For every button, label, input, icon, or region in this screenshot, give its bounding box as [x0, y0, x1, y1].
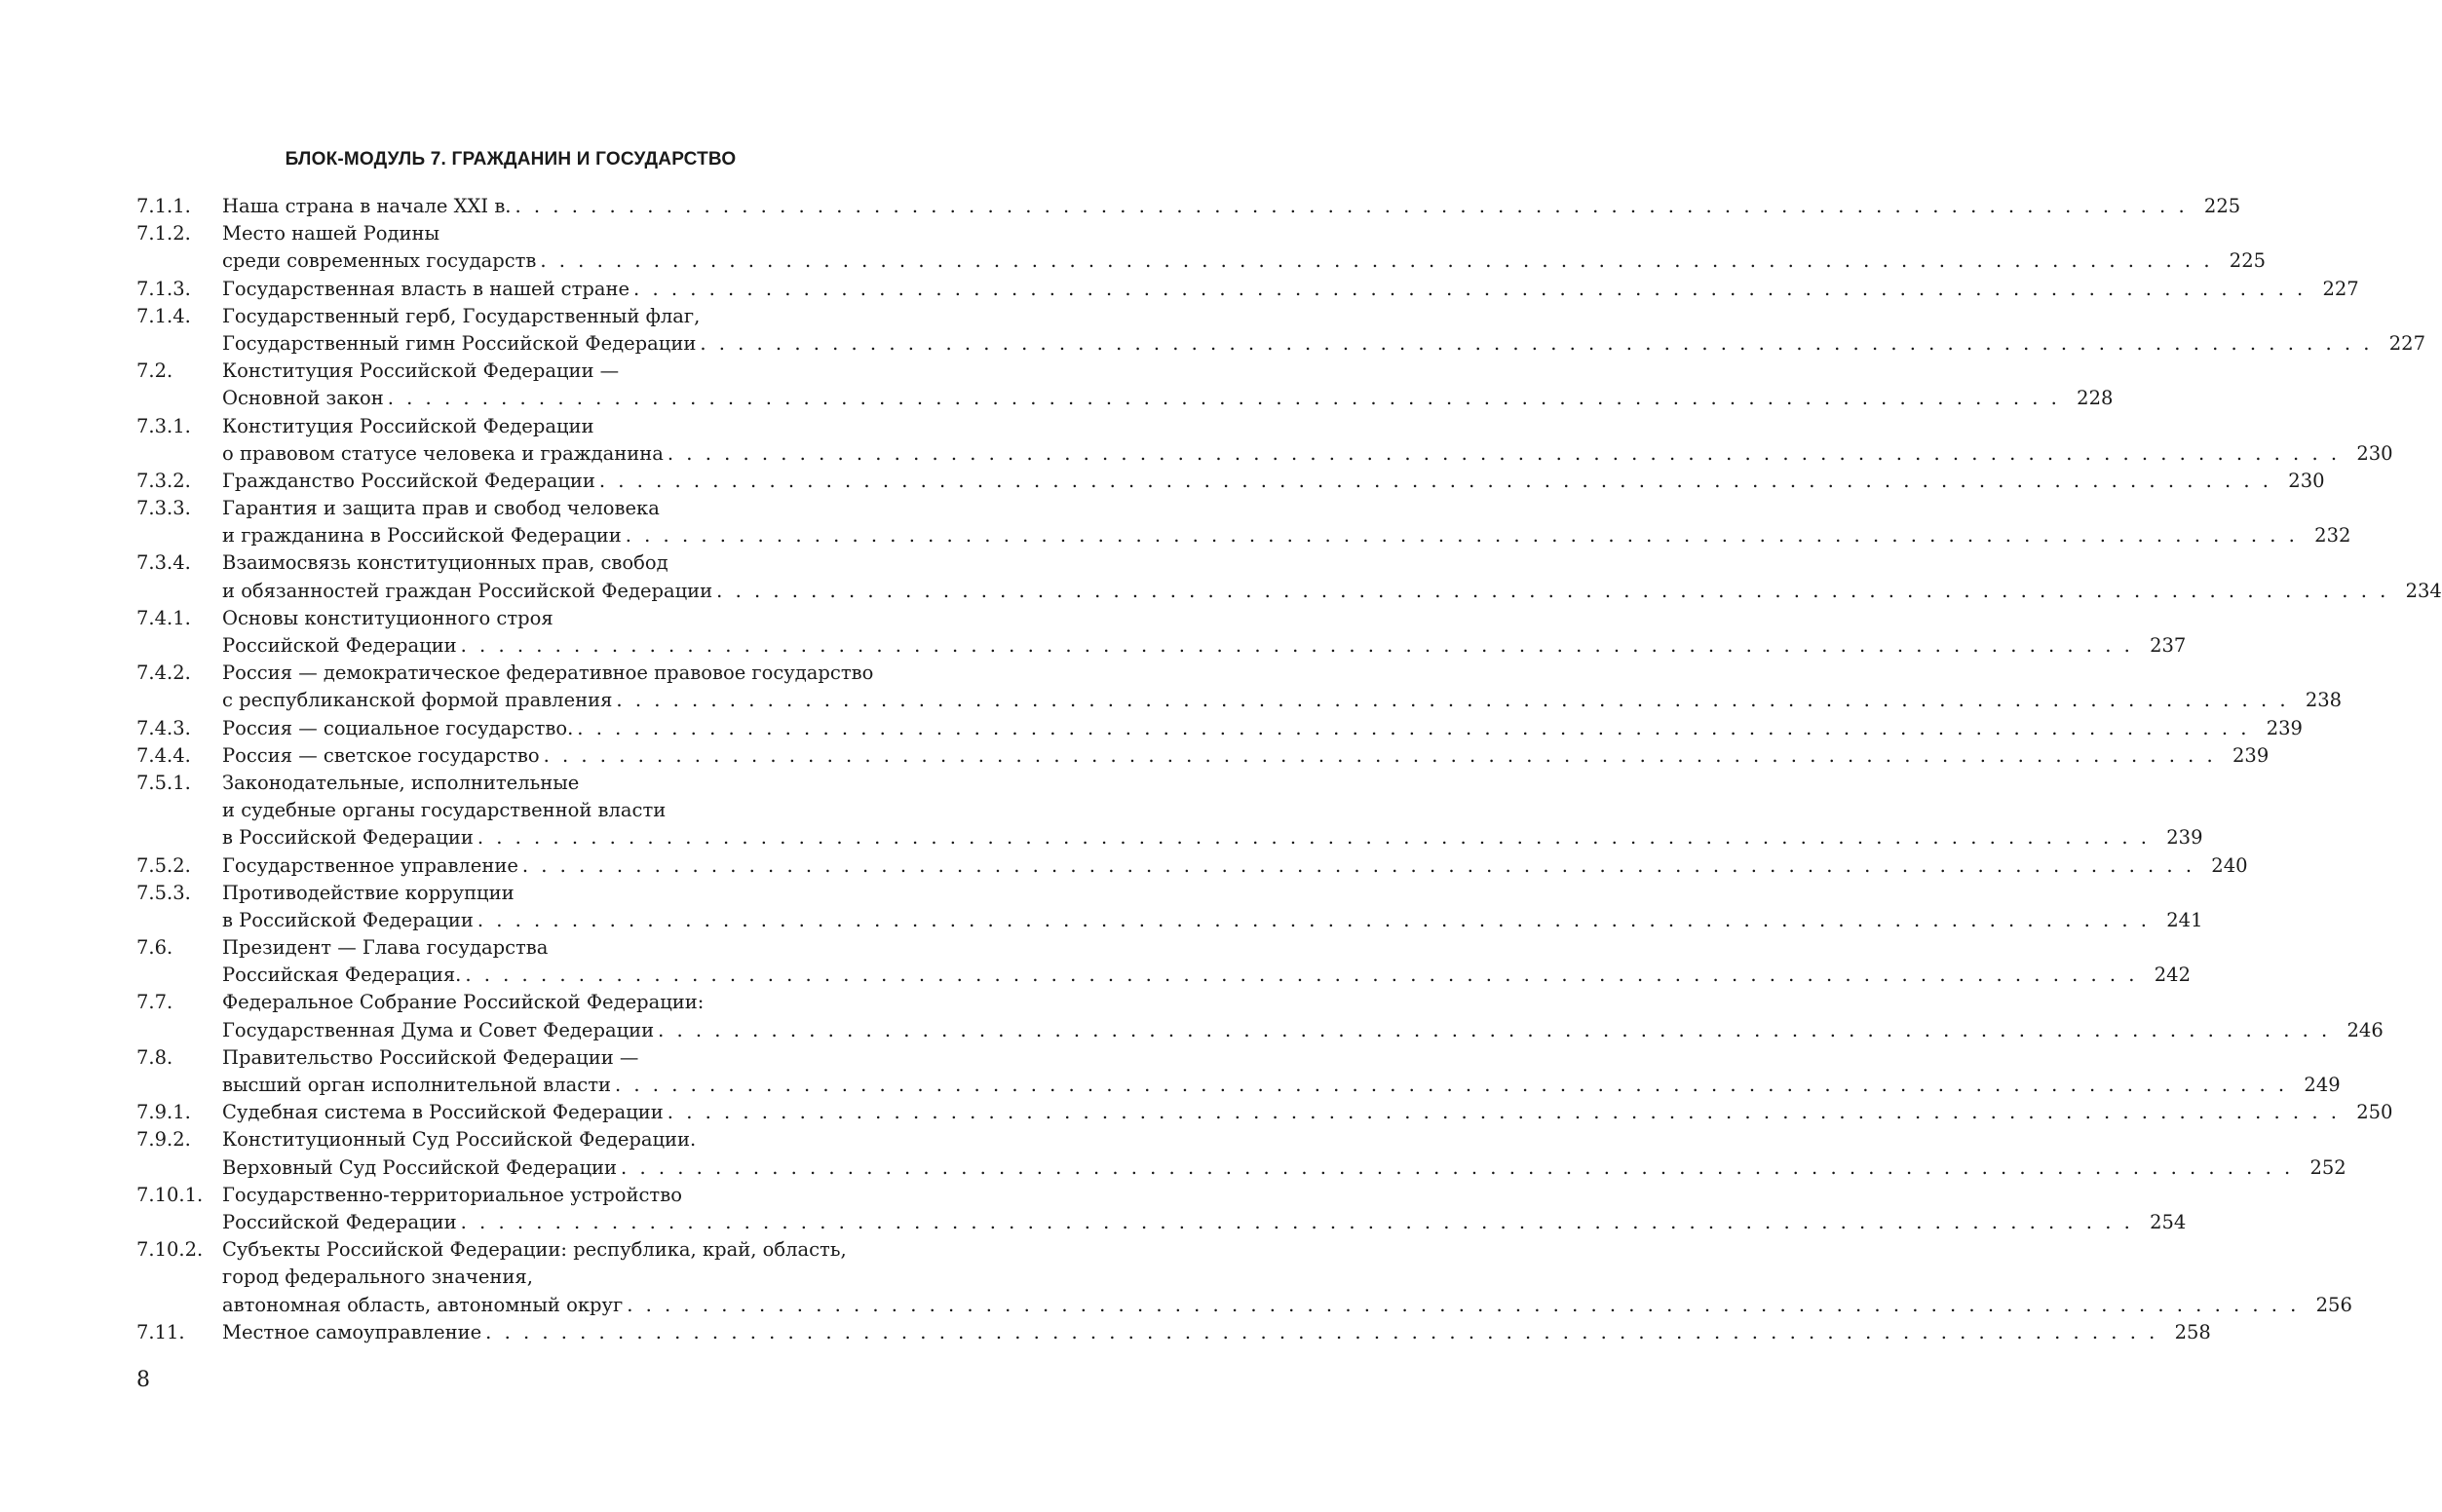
toc-entry-title: Российской Федерации — [222, 1210, 457, 1233]
toc-entry-line — [136, 1182, 887, 1209]
toc-entry-line — [136, 632, 2187, 660]
toc-entry-number: 7.4.2. — [136, 662, 191, 685]
toc-entry-page: 240 — [2211, 853, 2248, 877]
section-heading: БЛОК-МОДУЛЬ 7. ГРАЖДАНИН И ГОСУДАРСТВО — [285, 149, 737, 170]
toc-entry-page: 246 — [2347, 1018, 2384, 1041]
toc-entry-line — [136, 578, 2442, 605]
toc-entry-title: среди современных государств — [222, 249, 537, 273]
toc-entry-line — [136, 1154, 2347, 1182]
toc-entry — [136, 220, 2267, 275]
toc-entry-title: и гражданина в Российской Федерации — [222, 524, 622, 548]
toc-entry-line — [136, 852, 2248, 880]
toc-entry — [136, 303, 2425, 358]
toc-entry-title: Россия — социальное государство. — [222, 716, 574, 739]
dot-leader: . . . . . . . . . . . . . . . . . . . . . . . . . . . . . . . . . . . . . . . . . . . . . . . . . . . . . . . . . . . . . . . . . . . . . . . . . . . . . . . . . . . . . . . . . — [667, 441, 2341, 465]
toc-entry-title: Российской Федерации — [222, 634, 457, 657]
dot-leader: . . . . . . . . . . . . . . . . . . . . . . . . . . . . . . . . . . . . . . . . . . . . . . . . . . . . . . . . . . . . . . . . . . . . . . . . . . . . . . . . . . . . . . . . . — [465, 964, 2138, 987]
toc-entry-line — [136, 330, 2425, 358]
toc-entry-line — [136, 276, 2359, 303]
toc-entry-title: Судебная система в Российской Федерации — [222, 1101, 664, 1124]
toc-entry-page: 227 — [2388, 331, 2425, 355]
toc-entry-page: 238 — [2305, 689, 2343, 712]
toc-entry-line — [136, 742, 2270, 770]
toc-entry-title: в Российской Федерации — [222, 826, 474, 850]
toc-entry-page: 230 — [2288, 469, 2325, 492]
toc-entry — [136, 605, 2187, 660]
toc-entry-title: и обязанностей граждан Российской Федерации — [222, 579, 713, 602]
toc-entry-title: Россия — светское государство — [222, 743, 540, 767]
toc-entry-number: 7.5.3. — [136, 881, 191, 904]
toc-entry-page: 232 — [2314, 524, 2351, 548]
toc-entry-line — [136, 797, 887, 824]
toc-entry — [136, 1126, 2347, 1181]
toc-entry-line — [136, 358, 887, 385]
table-of-contents — [136, 193, 2442, 1346]
toc-entry-title: Основной закон — [222, 387, 384, 410]
dot-leader: . . . . . . . . . . . . . . . . . . . . . . . . . . . . . . . . . . . . . . . . . . . . . . . . . . . . . . . . . . . . . . . . . . . . . . . . . . . . . . . . . . . . . . . . . — [515, 195, 2189, 217]
toc-entry-line — [136, 880, 887, 907]
toc-entry-page: 249 — [2304, 1074, 2341, 1096]
dot-leader: . . . . . . . . . . . . . . . . . . . . . . . . . . . . . . . . . . . . . . . . . . . . . . . . . . . . . . . . . . . . . . . . . . . . . . . . . . . . . . . . . . . . . . . . . — [667, 1101, 2341, 1124]
toc-entry-line — [136, 495, 887, 522]
toc-entry-page: 242 — [2154, 964, 2191, 987]
toc-entry-title: Конституция Российской Федерации — — [222, 359, 620, 383]
toc-entry-title: в Российской Федерации — [222, 908, 474, 931]
toc-entry-line — [136, 413, 887, 440]
toc-entry-line — [136, 907, 2203, 934]
toc-entry-page: 254 — [2150, 1210, 2187, 1233]
toc-entry-title: Взаимосвязь конституционных прав, свобод — [222, 551, 668, 575]
toc-entry — [136, 660, 2343, 714]
toc-entry-title: Государственный герб, Государственный флаг, — [222, 304, 701, 327]
toc-entry-title: Наша страна в начале XXI в. — [222, 195, 512, 217]
dot-leader: . . . . . . . . . . . . . . . . . . . . . . . . . . . . . . . . . . . . . . . . . . . . . . . . . . . . . . . . . . . . . . . . . . . . . . . . . . . . . . . . . . . . . . . . . — [387, 387, 2061, 410]
toc-entry-title: Российская Федерация. — [222, 964, 462, 987]
toc-entry-line — [136, 1017, 2384, 1044]
toc-entry-line — [136, 660, 887, 687]
toc-entry-title: и судебные органы государственной власти — [222, 799, 667, 822]
toc-entry-number: 7.1.3. — [136, 277, 191, 300]
toc-entry-page: 237 — [2150, 634, 2187, 657]
dot-leader: . . . . . . . . . . . . . . . . . . . . . . . . . . . . . . . . . . . . . . . . . . . . . . . . . . . . . . . . . . . . . . . . . . . . . . . . . . . . . . . . . . . . . . . . . — [460, 634, 2134, 657]
dot-leader: . . . . . . . . . . . . . . . . . . . . . . . . . . . . . . . . . . . . . . . . . . . . . . . . . . . . . . . . . . . . . . . . . . . . . . . . . . . . . . . . . . . . . . . . . — [460, 1210, 2134, 1233]
toc-entry-page: 250 — [2356, 1101, 2393, 1124]
toc-entry-page: 258 — [2174, 1320, 2211, 1343]
dot-leader: . . . . . . . . . . . . . . . . . . . . . . . . . . . . . . . . . . . . . . . . . . . . . . . . . . . . . . . . . . . . . . . . . . . . . . . . . . . . . . . . . . . . . . . . . — [577, 716, 2250, 739]
toc-entry-line — [136, 303, 887, 330]
toc-entry-page: 239 — [2232, 743, 2270, 767]
toc-entry-line — [136, 1292, 2352, 1319]
toc-entry-line — [136, 440, 2393, 468]
toc-entry-number: 7.4.1. — [136, 606, 191, 629]
toc-entry-line — [136, 522, 2351, 549]
toc-entry-number: 7.4.3. — [136, 716, 191, 739]
toc-entry-title: город федерального значения, — [222, 1266, 533, 1289]
toc-entry-number: 7.7. — [136, 991, 173, 1014]
toc-entry-title: Законодательные, исполнительные — [222, 771, 580, 794]
toc-entry-title: Россия — демократическое федеративное правовое государство — [222, 662, 874, 685]
toc-entry — [136, 934, 2191, 989]
dot-leader: . . . . . . . . . . . . . . . . . . . . . . . . . . . . . . . . . . . . . . . . . . . . . . . . . . . . . . . . . . . . . . . . . . . . . . . . . . . . . . . . . . . . . . . . . — [627, 1293, 2300, 1316]
toc-entry-line — [136, 468, 2325, 495]
toc-entry-page: 234 — [2405, 579, 2442, 602]
toc-entry-title: высший орган исполнительной власти — [222, 1074, 611, 1096]
toc-entry-page: 256 — [2315, 1293, 2352, 1316]
toc-entry-line — [136, 193, 2241, 220]
toc-entry-page: 230 — [2356, 441, 2393, 465]
toc-entry-line — [136, 934, 887, 962]
toc-entry — [136, 1182, 2187, 1236]
dot-leader: . . . . . . . . . . . . . . . . . . . . . . . . . . . . . . . . . . . . . . . . . . . . . . . . . . . . . . . . . . . . . . . . . . . . . . . . . . . . . . . . . . . . . . . . . — [615, 1074, 2288, 1096]
toc-entry — [136, 852, 2248, 880]
dot-leader: . . . . . . . . . . . . . . . . . . . . . . . . . . . . . . . . . . . . . . . . . . . . . . . . . . . . . . . . . . . . . . . . . . . . . . . . . . . . . . . . . . . . . . . . . — [540, 249, 2214, 273]
dot-leader: . . . . . . . . . . . . . . . . . . . . . . . . . . . . . . . . . . . . . . . . . . . . . . . . . . . . . . . . . . . . . . . . . . . . . . . . . . . . . . . . . . . . . . . . . — [621, 1155, 2294, 1179]
toc-entry-number: 7.2. — [136, 359, 173, 383]
toc-entry — [136, 276, 2359, 303]
toc-entry-number: 7.9.1. — [136, 1101, 191, 1124]
page-number: 8 — [136, 1368, 150, 1392]
toc-entry-title: Местное самоуправление — [222, 1320, 482, 1343]
dot-leader: . . . . . . . . . . . . . . . . . . . . . . . . . . . . . . . . . . . . . . . . . . . . . . . . . . . . . . . . . . . . . . . . . . . . . . . . . . . . . . . . . . . . . . . . . — [625, 524, 2299, 548]
toc-entry-line — [136, 1072, 2341, 1099]
toc-entry-title: Конституционный Суд Российской Федерации. — [222, 1128, 697, 1152]
toc-entry — [136, 549, 2442, 604]
toc-entry — [136, 880, 2203, 934]
toc-entry-page: 239 — [2166, 826, 2203, 850]
toc-entry-line — [136, 1044, 887, 1072]
toc-entry-number: 7.3.4. — [136, 551, 191, 575]
toc-entry — [136, 495, 2351, 549]
toc-entry-title: Противодействие коррупции — [222, 881, 515, 904]
toc-entry-page: 239 — [2266, 716, 2303, 739]
toc-entry-line — [136, 1209, 2187, 1236]
toc-entry-page: 225 — [2203, 195, 2241, 217]
toc-entry-title: Гражданство Российской Федерации — [222, 469, 595, 492]
toc-entry — [136, 413, 2393, 468]
toc-entry-title: Государственная Дума и Совет Федерации — [222, 1018, 655, 1041]
toc-entry-number: 7.3.3. — [136, 497, 191, 520]
toc-entry — [136, 1319, 2211, 1346]
toc-entry-number: 7.1.1. — [136, 195, 191, 217]
toc-entry-number: 7.4.4. — [136, 743, 191, 767]
toc-entry-title: Государственная власть в нашей стране — [222, 277, 630, 300]
toc-entry-title: Государственное управление — [222, 853, 518, 877]
toc-entry-line — [136, 989, 887, 1016]
toc-entry-number: 7.11. — [136, 1320, 185, 1343]
dot-leader: . . . . . . . . . . . . . . . . . . . . . . . . . . . . . . . . . . . . . . . . . . . . . . . . . . . . . . . . . . . . . . . . . . . . . . . . . . . . . . . . . . . . . . . . . — [658, 1018, 2331, 1041]
toc-entry-number: 7.8. — [136, 1045, 173, 1069]
toc-entry-page: 241 — [2166, 908, 2203, 931]
toc-entry-title: Конституция Российской Федерации — [222, 414, 594, 437]
toc-entry-title: Правительство Российской Федерации — — [222, 1045, 639, 1069]
toc-entry-page: 225 — [2229, 249, 2267, 273]
dot-leader: . . . . . . . . . . . . . . . . . . . . . . . . . . . . . . . . . . . . . . . . . . . . . . . . . . . . . . . . . . . . . . . . . . . . . . . . . . . . . . . . . . . . . . . . . — [616, 689, 2290, 712]
toc-entry-title: Государственный гимн Российской Федерации — [222, 331, 697, 355]
toc-entry-title: Субъекты Российской Федерации: республика, край, область, — [222, 1238, 847, 1262]
dot-leader: . . . . . . . . . . . . . . . . . . . . . . . . . . . . . . . . . . . . . . . . . . . . . . . . . . . . . . . . . . . . . . . . . . . . . . . . . . . . . . . . . . . . . . . . . — [598, 469, 2272, 492]
toc-entry-title: Федеральное Собрание Российской Федерации: — [222, 991, 705, 1014]
toc-entry-number: 7.1.2. — [136, 222, 191, 246]
dot-leader: . . . . . . . . . . . . . . . . . . . . . . . . . . . . . . . . . . . . . . . . . . . . . . . . . . . . . . . . . . . . . . . . . . . . . . . . . . . . . . . . . . . . . . . . . — [543, 743, 2217, 767]
toc-entry-title: Место нашей Родины — [222, 222, 440, 246]
toc-entry-line — [136, 1264, 887, 1291]
toc-entry-line — [136, 1319, 2211, 1346]
toc-entry — [136, 742, 2270, 770]
toc-entry-page: 228 — [2077, 387, 2114, 410]
toc-entry-line — [136, 220, 887, 247]
toc-entry-title: автономная область, автономный округ — [222, 1293, 624, 1316]
toc-entry-title: с республиканской формой правления — [222, 689, 613, 712]
dot-leader: . . . . . . . . . . . . . . . . . . . . . . . . . . . . . . . . . . . . . . . . . . . . . . . . . . . . . . . . . . . . . . . . . . . . . . . . . . . . . . . . . . . . . . . . . — [700, 331, 2373, 355]
toc-entry-title: Основы конституционного строя — [222, 606, 553, 629]
dot-leader: . . . . . . . . . . . . . . . . . . . . . . . . . . . . . . . . . . . . . . . . . . . . . . . . . . . . . . . . . . . . . . . . . . . . . . . . . . . . . . . . . . . . . . . . . — [716, 579, 2389, 602]
dot-leader: . . . . . . . . . . . . . . . . . . . . . . . . . . . . . . . . . . . . . . . . . . . . . . . . . . . . . . . . . . . . . . . . . . . . . . . . . . . . . . . . . . . . . . . . . — [521, 853, 2195, 877]
toc-entry — [136, 1099, 2393, 1126]
toc-entry-line — [136, 1099, 2393, 1126]
toc-entry-page: 227 — [2322, 277, 2359, 300]
toc-entry — [136, 193, 2241, 220]
toc-entry — [136, 715, 2303, 742]
dot-leader: . . . . . . . . . . . . . . . . . . . . . . . . . . . . . . . . . . . . . . . . . . . . . . . . . . . . . . . . . . . . . . . . . . . . . . . . . . . . . . . . . . . . . . . . . — [633, 277, 2307, 300]
toc-entry-number: 7.9.2. — [136, 1128, 191, 1152]
toc-entry-line — [136, 385, 2114, 412]
toc-entry-page: 252 — [2309, 1155, 2347, 1179]
toc-entry — [136, 770, 2203, 852]
toc-entry — [136, 468, 2325, 495]
toc-entry-title: о правовом статусе человека и гражданина — [222, 441, 664, 465]
toc-entry-number: 7.1.4. — [136, 304, 191, 327]
toc-entry-title: Верховный Суд Российской Федерации — [222, 1155, 618, 1179]
toc-entry — [136, 1236, 2352, 1319]
toc-entry-title: Гарантия и защита прав и свобод человека — [222, 497, 660, 520]
toc-entry-line — [136, 549, 887, 577]
toc-entry-line — [136, 962, 2191, 989]
toc-entry — [136, 1044, 2341, 1099]
dot-leader: . . . . . . . . . . . . . . . . . . . . . . . . . . . . . . . . . . . . . . . . . . . . . . . . . . . . . . . . . . . . . . . . . . . . . . . . . . . . . . . . . . . . . . . . . — [477, 826, 2151, 850]
toc-entry-line — [136, 770, 887, 797]
toc-entry-number: 7.5.2. — [136, 853, 191, 877]
toc-entry — [136, 989, 2384, 1043]
toc-entry-number: 7.3.1. — [136, 414, 191, 437]
toc-entry-title: Президент — Глава государства — [222, 936, 549, 960]
toc-entry-line — [136, 1236, 887, 1264]
toc-entry-number: 7.5.1. — [136, 771, 191, 794]
toc-entry-number: 7.10.1. — [136, 1183, 204, 1206]
dot-leader: . . . . . . . . . . . . . . . . . . . . . . . . . . . . . . . . . . . . . . . . . . . . . . . . . . . . . . . . . . . . . . . . . . . . . . . . . . . . . . . . . . . . . . . . . — [477, 908, 2151, 931]
toc-entry-line — [136, 824, 2203, 851]
toc-entry-line — [136, 605, 887, 632]
dot-leader: . . . . . . . . . . . . . . . . . . . . . . . . . . . . . . . . . . . . . . . . . . . . . . . . . . . . . . . . . . . . . . . . . . . . . . . . . . . . . . . . . . . . . . . . . — [485, 1320, 2158, 1343]
toc-entry-line — [136, 247, 2267, 275]
toc-entry — [136, 358, 2114, 412]
toc-entry-line — [136, 715, 2303, 742]
toc-entry-title: Государственно-территориальное устройство — [222, 1183, 682, 1206]
toc-entry-line — [136, 1126, 887, 1153]
toc-entry-number: 7.6. — [136, 936, 173, 960]
toc-entry-line — [136, 687, 2343, 714]
toc-entry-number: 7.3.2. — [136, 469, 191, 492]
toc-entry-number: 7.10.2. — [136, 1238, 204, 1262]
